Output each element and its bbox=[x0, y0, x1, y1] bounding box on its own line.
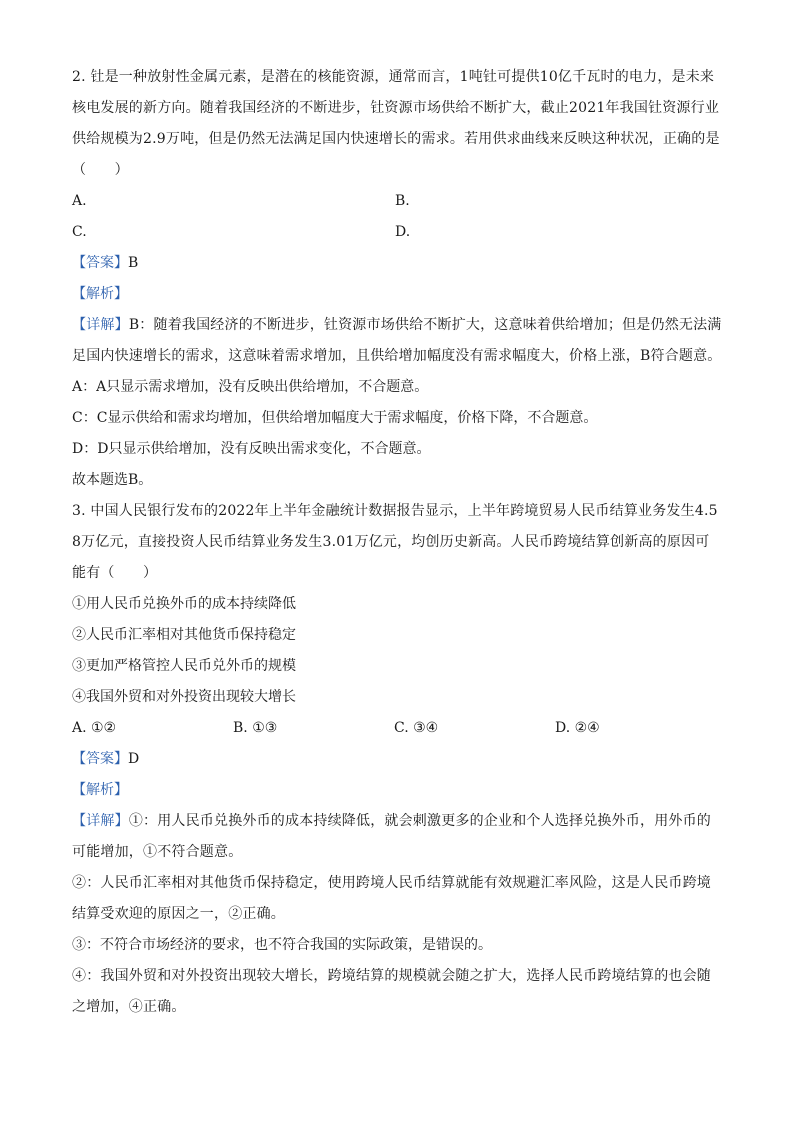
analysis-tag: 【解析】 bbox=[72, 782, 128, 798]
detail-text: B：随着我国经济的不断进步，钍资源市场供给不断扩大，这意味着供给增加；但是仍然无法满足国内快速增长的需求，这意味着需求增加，且供给增加幅度没有需求幅度大，价格上涨，B符合题意。 bbox=[72, 317, 722, 364]
detail-tag: 【详解】 bbox=[72, 813, 129, 829]
answer-tag: 【答案】 bbox=[72, 751, 128, 767]
question-3-para-3: ③：不符合市场经济的要求，也不符合我国的实际政策，是错误的。 bbox=[72, 937, 492, 953]
question-2-conclusion: 故本题选B。 bbox=[72, 472, 153, 488]
option-d: D. bbox=[395, 224, 411, 240]
question-3-stem: 3. 中国人民银行发布的2022年上半年金融统计数据报告显示，上半年跨境贸易人民币结算业务发生4.58万亿元，直接投资人民币结算业务发生3.01万亿元，均创历史新高。人民币跨境结算创新高的原因可能有（ ） bbox=[72, 503, 718, 581]
question-2-answer bbox=[72, 248, 722, 279]
statement-1: ①用人民币兑换外币的成本持续降低 bbox=[72, 596, 296, 612]
question-3-para-2: ②：人民币汇率相对其他货币保持稳定，使用跨境人民币结算就能有效规避汇率风险，这是人民币跨境结算受欢迎的原因之一，②正确。 bbox=[72, 875, 711, 922]
option-a: A. ①② bbox=[72, 720, 117, 736]
option-c: C. bbox=[72, 224, 87, 240]
answer-value: D bbox=[128, 751, 140, 767]
question-3-answer bbox=[72, 744, 722, 775]
question-3-para-4: ④：我国外贸和对外投资出现较大增长，跨境结算的规模就会随之扩大，选择人民币跨境结算的也会随之增加，④正确。 bbox=[72, 968, 711, 1015]
question-3-detail bbox=[72, 806, 722, 868]
option-a: A. bbox=[72, 193, 87, 209]
detail-tag: 【详解】 bbox=[72, 317, 129, 333]
option-c: C. ③④ bbox=[394, 720, 439, 736]
question-2-line-a: A：A只显示需求增加，没有反映出供给增加，不合题意。 bbox=[72, 379, 429, 395]
question-2-stem: 2. 钍是一种放射性金属元素，是潜在的核能资源，通常而言，1吨钍可提供10亿千瓦时的电力，是未来核电发展的新方向。随着我国经济的不断进步，钍资源市场供给不断扩大，截止2021年我国钍资源行业供给规模为2.9万吨，但是仍然无法满足国内快速增长的需求。若用供求曲线来反映这种状况，正确的是（ ） bbox=[72, 69, 720, 178]
document-page bbox=[72, 62, 722, 1023]
option-b: B. bbox=[395, 193, 410, 209]
question-2-options-row-2 bbox=[72, 217, 722, 248]
analysis-tag: 【解析】 bbox=[72, 286, 128, 302]
question-2-options-row-1 bbox=[72, 186, 722, 217]
detail-text: ①：用人民币兑换外币的成本持续降低，就会刺激更多的企业和个人选择兑换外币，用外币的可能增加，①不符合题意。 bbox=[72, 813, 712, 860]
statement-2: ②人民币汇率相对其他货币保持稳定 bbox=[72, 627, 296, 643]
answer-tag: 【答案】 bbox=[72, 255, 128, 271]
statement-3: ③更加严格管控人民币兑外币的规模 bbox=[72, 658, 296, 674]
option-d: D. ②④ bbox=[555, 720, 600, 736]
statement-4: ④我国外贸和对外投资出现较大增长 bbox=[72, 689, 296, 705]
question-2-line-c: C：C显示供给和需求均增加，但供给增加幅度大于需求幅度，价格下降，不合题意。 bbox=[72, 410, 598, 426]
question-2-detail bbox=[72, 310, 722, 372]
question-2-analysis-heading bbox=[72, 279, 722, 310]
question-3-options bbox=[72, 713, 722, 744]
answer-value: B bbox=[128, 255, 139, 271]
option-b: B. ①③ bbox=[233, 720, 278, 736]
question-2-line-d: D：D只显示供给增加，没有反映出需求变化，不合题意。 bbox=[72, 441, 431, 457]
question-3-analysis-heading bbox=[72, 775, 722, 806]
